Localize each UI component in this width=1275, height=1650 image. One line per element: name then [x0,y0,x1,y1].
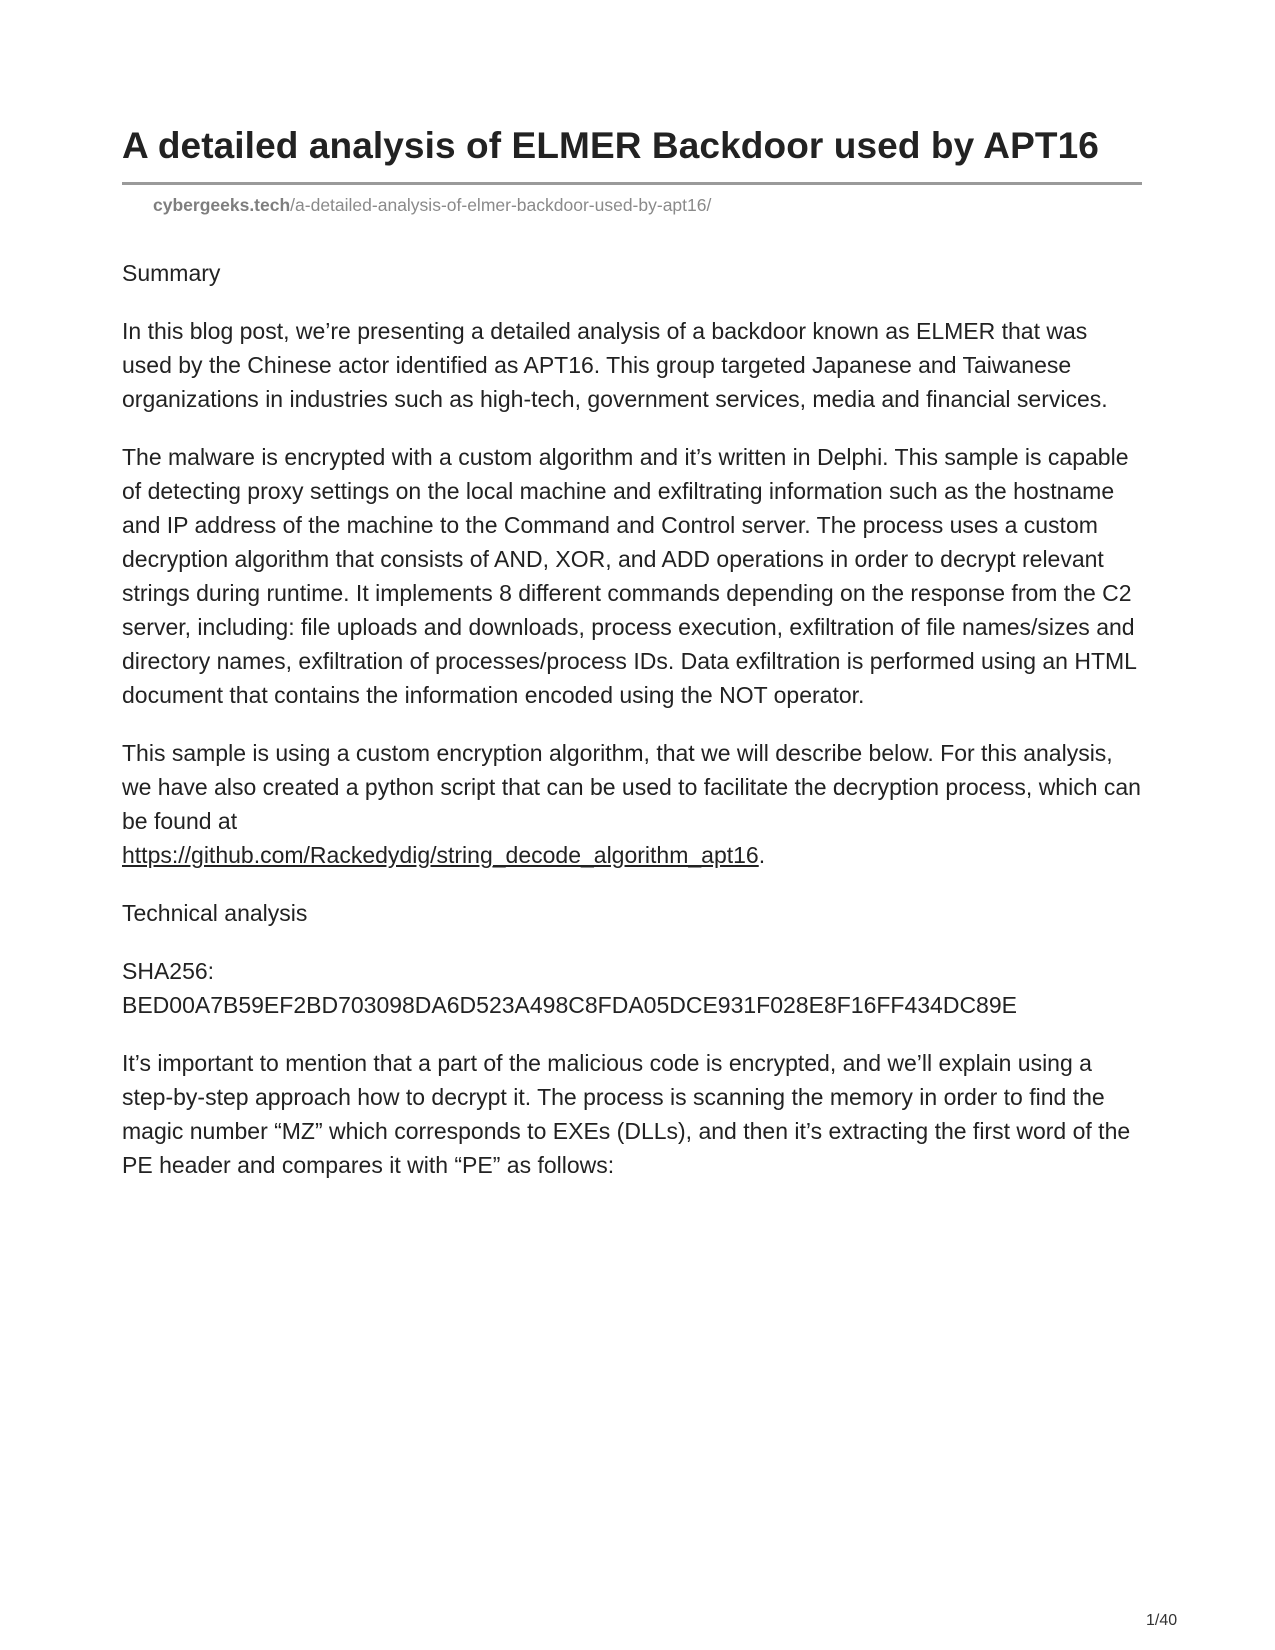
source-url[interactable] [153,195,711,216]
source-domain: cybergeeks.tech [153,195,291,215]
technical-analysis-heading: Technical analysis [122,900,308,926]
encryption-paragraph-text: This sample is using a custom encryption algorithm, that we will describe below. For this analysis, we have also created a python script that can be used to facilitate the decryption process, which can be found at [122,740,1141,834]
encryption-paragraph [122,736,1142,872]
intro-paragraph: In this blog post, we’re presenting a detailed analysis of a backdoor known as ELMER that was used by the Chinese actor identified as APT16. This group targeted Japanese and Taiwanese organizations in industries such as high-tech, government services, media and financial services. [122,318,1108,412]
title-divider [122,182,1142,185]
sha256-block [122,954,1142,1022]
source-path: /a-detailed-analysis-of-elmer-backdoor-used-by-apt16/ [290,195,712,215]
sha256-label: SHA256: [122,958,215,984]
sha256-value: BED00A7B59EF2BD703098DA6D523A498C8FDA05DCE931F028E8F16FF434DC89E [122,992,1017,1018]
article-body [122,256,1142,1206]
decryption-method-paragraph: It’s important to mention that a part of the malicious code is encrypted, and we’ll explain using a step-by-step approach how to decrypt it. The process is scanning the memory in order to find the magic number “MZ” which corresponds to EXEs (DLLs), and then it’s extracting the first word of the PE header and compares it with “PE” as follows: [122,1050,1131,1178]
encryption-paragraph-end: . [758,842,766,868]
page-number: 1/40 [1146,1612,1178,1629]
malware-overview-paragraph: The malware is encrypted with a custom algorithm and it’s written in Delphi. This sample is capable of detecting proxy settings on the local machine and exfiltrating information such as the hostname and IP address of the machine to the Command and Control server. The process uses a custom decryption algorithm that consists of AND, XOR, and ADD operations in order to decrypt relevant strings during runtime. It implements 8 different commands depending on the response from the C2 server, including: file uploads and downloads, process execution, exfiltration of file names/sizes and directory names, exfiltration of processes/process IDs. Data exfiltration is performed using an HTML document that contains the information encoded using the NOT operator. [122,444,1137,708]
summary-heading: Summary [122,260,221,286]
page-title: A detailed analysis of ELMER Backdoor used by APT16 [122,125,1099,166]
github-script-link[interactable]: https://github.com/Rackedydig/string_decode_algorithm_apt16 [122,842,759,868]
